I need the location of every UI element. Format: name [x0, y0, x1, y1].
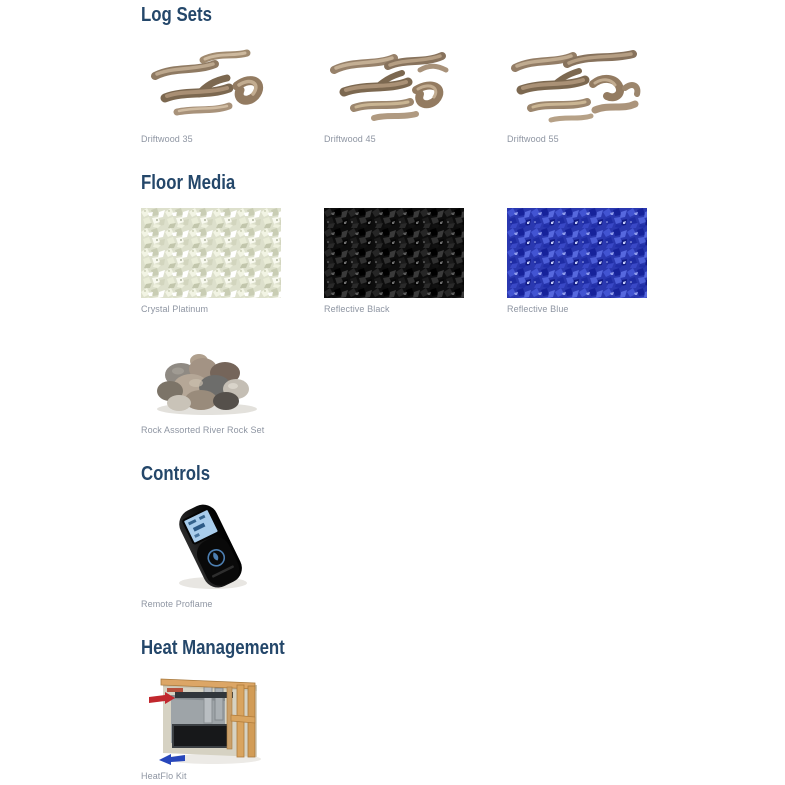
driftwood-55-image — [507, 40, 647, 128]
product-label: Reflective Black — [324, 304, 390, 314]
log-sets-grid — [141, 40, 785, 145]
controls-grid — [141, 499, 785, 610]
section-title-controls: Controls — [141, 463, 211, 485]
section-log-sets — [141, 3, 785, 145]
product-card-driftwood-45[interactable] — [324, 40, 464, 145]
section-title-heat-management: Heat Management — [141, 637, 285, 659]
product-label: Driftwood 45 — [324, 134, 376, 144]
river-rock-image — [141, 339, 281, 419]
section-title-log-sets: Log Sets — [141, 4, 212, 26]
crystal-platinum-image — [141, 208, 281, 298]
product-label: Remote Proflame — [141, 599, 213, 609]
product-label: Crystal Platinum — [141, 304, 209, 314]
reflective-blue-image — [507, 208, 647, 298]
section-heat-management — [141, 636, 785, 782]
product-card-driftwood-55[interactable] — [507, 40, 647, 145]
section-floor-media — [141, 171, 785, 436]
product-card-river-rock-set[interactable] — [141, 339, 281, 436]
reflective-black-image — [324, 208, 464, 298]
remote-proflame-image — [141, 499, 281, 593]
product-label: Rock Assorted River Rock Set — [141, 425, 265, 435]
section-title-floor-media: Floor Media — [141, 172, 236, 194]
product-card-crystal-platinum[interactable] — [141, 208, 281, 315]
product-card-heatflo-kit[interactable] — [141, 673, 281, 782]
floor-media-grid — [141, 208, 785, 436]
product-card-driftwood-35[interactable] — [141, 40, 281, 145]
driftwood-35-image — [141, 40, 281, 128]
driftwood-45-image — [324, 40, 464, 128]
product-card-reflective-black[interactable] — [324, 208, 464, 315]
heatflo-kit-image — [141, 673, 281, 765]
heat-management-grid — [141, 673, 785, 782]
product-label: HeatFlo Kit — [141, 771, 187, 781]
product-card-remote-proflame[interactable] — [141, 499, 281, 610]
product-label: Driftwood 35 — [141, 134, 193, 144]
product-label: Reflective Blue — [507, 304, 569, 314]
product-card-reflective-blue[interactable] — [507, 208, 647, 315]
product-label: Driftwood 55 — [507, 134, 559, 144]
section-controls — [141, 462, 785, 610]
